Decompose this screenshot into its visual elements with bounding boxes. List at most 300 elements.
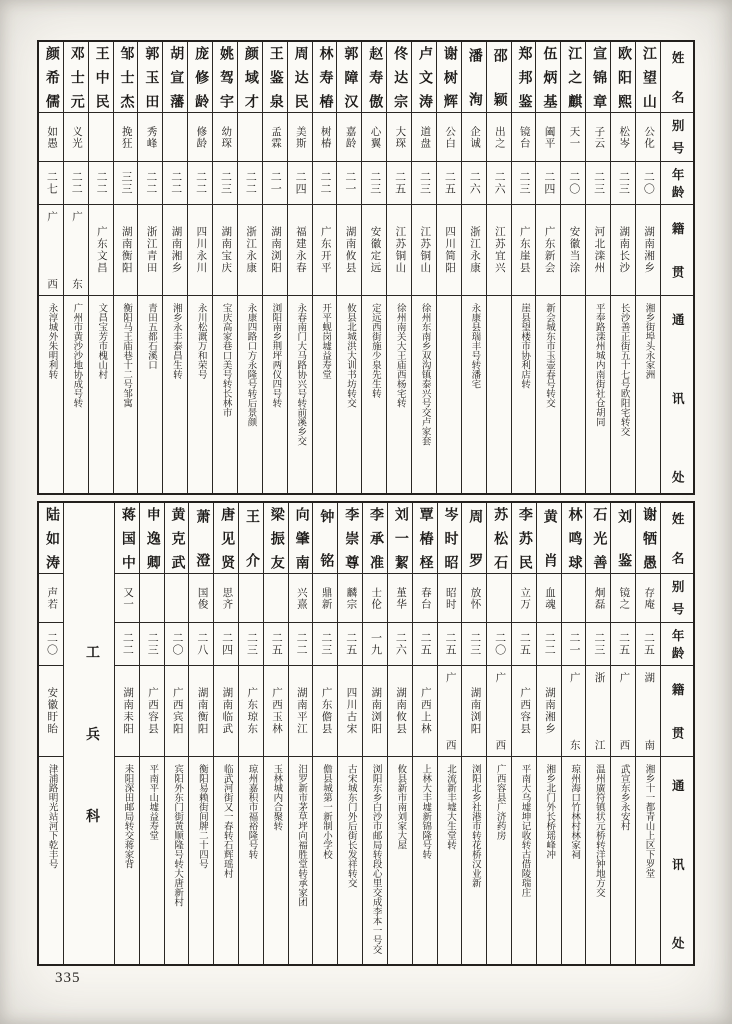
header-column (660, 503, 693, 964)
person-age: 二三 (313, 623, 337, 666)
person-age: 二〇 (636, 162, 660, 205)
person-age: 二三 (462, 623, 486, 666)
person-native-place: 广西上林 (413, 666, 437, 757)
person-name: 刘鉴 (611, 503, 635, 574)
person-age: 二五 (611, 623, 635, 666)
person-alias: 国俊 (189, 574, 213, 623)
person-address: 琼州嘉积市福裕隆号转 (246, 764, 257, 859)
person-alias (165, 574, 189, 623)
person-age: 二五 (438, 623, 462, 666)
header-address: 通讯处 (670, 313, 685, 483)
person-name: 郭玉田 (138, 42, 162, 113)
person-name: 黄肖 (537, 503, 561, 574)
person-column (412, 503, 437, 964)
person-alias: 镜之 (611, 574, 635, 623)
person-column (336, 42, 361, 493)
person-native-place: 湖南宝庆 (213, 205, 237, 296)
person-name: 谢牺愚 (636, 503, 660, 574)
person-name: 岑时昭 (438, 503, 462, 574)
person-alias: 兴熹 (289, 574, 313, 623)
person-column (337, 503, 362, 964)
person-column (262, 42, 287, 493)
person-address: 浏阳北乡社港市转花桥汉业新 (469, 764, 480, 888)
person-address: 平南大乌墟坤记收转古借陵瑞庄 (519, 764, 530, 897)
person-column (511, 42, 536, 493)
person-column (461, 42, 486, 493)
person-alias (487, 574, 511, 623)
person-address: 湘乡永丰泰昌生转 (170, 303, 181, 379)
person-native-place: 湖南 (636, 666, 660, 757)
person-column (39, 42, 63, 493)
person-native-place: 江苏宜兴 (487, 205, 511, 296)
person-age: 二五 (387, 162, 411, 205)
person-address: 上林大丰墟新锦隆号转 (420, 764, 431, 859)
person-native-place: 广东文昌 (89, 205, 113, 296)
person-age: 二二 (289, 623, 313, 666)
person-alias: 心翼 (362, 113, 386, 162)
person-name: 欧阳熙 (611, 42, 635, 113)
person-column (114, 503, 139, 964)
person-name: 刘一絜 (388, 503, 412, 574)
person-address: 玉林城内合聚转 (271, 764, 282, 831)
person-native-place: 湖南耒阳 (115, 666, 139, 757)
person-alias: 立万 (512, 574, 536, 623)
person-alias: 存庵 (636, 574, 660, 623)
person-address: 徐州南关大王庙西杨宅转 (394, 303, 405, 408)
person-address (561, 296, 585, 493)
header-address: 通讯处 (670, 779, 685, 949)
person-name: 邵颖 (487, 42, 511, 113)
person-column (63, 42, 88, 493)
person-name: 李承准 (363, 503, 387, 574)
person-native-place: 湖南攸县 (388, 666, 412, 757)
person-native-place: 广西宾阳 (165, 666, 189, 757)
person-age: 二五 (636, 623, 660, 666)
person-age: 二六 (487, 162, 511, 205)
person-alias (239, 574, 263, 623)
person-native-place: 广西 (487, 666, 511, 757)
person-alias: 阖平 (536, 113, 560, 162)
person-column (39, 503, 63, 964)
person-native-place: 湖南衡阳 (189, 666, 213, 757)
person-native-place: 湖南浏阳 (363, 666, 387, 757)
header-name: 姓名 (661, 42, 693, 113)
person-name: 伍炳基 (536, 42, 560, 113)
person-name: 黄克武 (165, 503, 189, 574)
person-alias: 出之 (487, 113, 511, 162)
person-alias: 天一 (561, 113, 585, 162)
person-column (387, 503, 412, 964)
person-age: 二七 (39, 162, 63, 205)
person-age: 二二 (188, 162, 212, 205)
person-address: 耒阳深田邮局转交蒋家背 (122, 764, 133, 869)
person-alias: 美斯 (288, 113, 312, 162)
person-name: 姚驾宇 (213, 42, 237, 113)
person-alias: 麟宗 (338, 574, 362, 623)
person-name: 胡宣藩 (163, 42, 187, 113)
section-divider-engineer-corps (63, 503, 114, 964)
person-address: 浏阳南乡荆坪两仪四号转 (270, 303, 281, 408)
person-name: 王介 (239, 503, 263, 574)
person-alias: 修龄 (188, 113, 212, 162)
person-name: 宣锦章 (586, 42, 610, 113)
person-native-place: 湖南长沙 (611, 205, 635, 296)
person-age: 二三 (586, 623, 610, 666)
person-alias: 孟霖 (263, 113, 287, 162)
page-number: 335 (55, 970, 81, 986)
person-native-place: 安徽盱眙 (39, 666, 63, 757)
person-age: 二二 (313, 162, 337, 205)
person-address: 琼州海口竹林村林家祠 (569, 764, 580, 859)
person-name: 庞修龄 (188, 42, 212, 113)
person-column (362, 503, 387, 964)
person-address: 古宋城东门外后街长发祥转交 (345, 764, 356, 888)
person-name: 蒋国中 (115, 503, 139, 574)
person-age: 二三 (362, 162, 386, 205)
person-native-place: 广西 (438, 666, 462, 757)
person-alias: 子云 (586, 113, 610, 162)
person-address: 永康县瑞丰号转潘宅 (469, 303, 480, 389)
person-age: 二二 (537, 623, 561, 666)
person-alias: 士伦 (363, 574, 387, 623)
person-name: 钟铭 (313, 503, 337, 574)
person-native-place: 福建永春 (288, 205, 312, 296)
person-alias (163, 113, 187, 162)
person-column (213, 503, 238, 964)
person-native-place: 湖南平江 (289, 666, 313, 757)
person-native-place: 江苏铜山 (412, 205, 436, 296)
person-column (361, 42, 386, 493)
person-age: 二二 (64, 162, 88, 205)
header-alias: 别号 (661, 113, 693, 162)
person-age: 二六 (388, 623, 412, 666)
person-age: 二五 (437, 162, 461, 205)
person-native-place: 广东琼东 (239, 666, 263, 757)
person-age: 一九 (363, 623, 387, 666)
person-column (287, 42, 312, 493)
person-age: 二三 (586, 162, 610, 205)
person-age: 二五 (264, 623, 288, 666)
person-name: 唐见贤 (214, 503, 238, 574)
person-alias: 公白 (437, 113, 461, 162)
person-native-place: 广东儋县 (313, 666, 337, 757)
person-age: 二〇 (487, 623, 511, 666)
person-age: 二〇 (39, 623, 63, 666)
person-age: 二三 (239, 623, 263, 666)
person-column (437, 503, 462, 964)
person-name: 王中民 (89, 42, 113, 113)
person-name: 向肇南 (289, 503, 313, 574)
person-name: 赵寿傲 (362, 42, 386, 113)
person-native-place: 广西 (611, 666, 635, 757)
person-address: 湘乡街埠头永家洲 (643, 303, 654, 379)
person-age: 二六 (462, 162, 486, 205)
person-age: 二三 (213, 162, 237, 205)
person-name: 邓士元 (64, 42, 88, 113)
person-native-place: 安徽定远 (362, 205, 386, 296)
person-column (486, 42, 511, 493)
person-age: 二一 (562, 623, 586, 666)
person-column (312, 42, 337, 493)
person-native-place: 四川简阳 (437, 205, 461, 296)
person-native-place: 湖南湘乡 (636, 205, 660, 296)
person-name: 萧澄 (189, 503, 213, 574)
person-address: 临武河街又一春转石辉瑶村 (221, 764, 232, 878)
person-address: 平奉路滦州城内南街社仓胡同 (593, 303, 604, 427)
header-native-place: 籍贯 (661, 205, 693, 296)
person-address: 长沙善正街五十七号欧阳宅转交 (618, 303, 629, 436)
person-native-place: 湖南攸县 (337, 205, 361, 296)
person-age: 二四 (214, 623, 238, 666)
person-name: 李崇尊 (338, 503, 362, 574)
person-address: 新会城东市玉壶春号转交 (543, 303, 554, 408)
person-column (610, 503, 635, 964)
person-native-place: 河北滦州 (586, 205, 610, 296)
person-name: 郑邦鉴 (512, 42, 536, 113)
person-address: 徐州东南乡双沟镇泰兴号交卢家套 (419, 303, 430, 446)
person-alias (562, 574, 586, 623)
person-column (113, 42, 138, 493)
person-alias: 思齐 (214, 574, 238, 623)
person-age: 二三 (611, 162, 635, 205)
person-address: 武宣东乡永安村 (618, 764, 629, 831)
person-column (536, 503, 561, 964)
person-alias: 秀峰 (138, 113, 162, 162)
person-column (263, 503, 288, 964)
person-age: 二二 (138, 162, 162, 205)
person-address (487, 296, 511, 493)
person-alias: 堇华 (388, 574, 412, 623)
person-address: 衡阳马王庙巷十二号邹寓 (121, 303, 132, 408)
person-age: 二一 (263, 162, 287, 205)
person-age: 二四 (288, 162, 312, 205)
person-native-place: 广东开平 (313, 205, 337, 296)
person-address: 湘乡十一都青山上区下罗堂 (643, 764, 654, 878)
person-alias: 公化 (636, 113, 660, 162)
person-name: 邹士杰 (114, 42, 138, 113)
person-address: 北流新丰墟大生堂转 (445, 764, 456, 850)
person-column (635, 42, 660, 493)
person-alias: 松岑 (611, 113, 635, 162)
person-name: 林寿椿 (313, 42, 337, 113)
person-alias: 鼎新 (313, 574, 337, 623)
person-column (139, 503, 164, 964)
person-address: 温州廣符镇状元桥转洋钟地方交 (593, 764, 604, 897)
person-address: 永康四路口方永隆号转后景颜 (245, 303, 256, 427)
person-address: 广西容县广济药房 (494, 764, 505, 840)
person-native-place: 广东崖县 (512, 205, 536, 296)
person-age: 二一 (337, 162, 361, 205)
person-alias: 挽狂 (114, 113, 138, 162)
person-address: 儋县城第一新制小学校 (320, 764, 331, 859)
person-age: 二三 (140, 623, 164, 666)
header-native-place: 籍贯 (661, 666, 693, 757)
person-alias: 嘉龄 (337, 113, 361, 162)
person-name: 颜希儒 (39, 42, 63, 113)
person-native-place: 广东 (562, 666, 586, 757)
person-age: 二二 (89, 162, 113, 205)
person-alias: 又一 (115, 574, 139, 623)
person-column (585, 42, 610, 493)
person-name: 周达民 (288, 42, 312, 113)
header-alias: 别号 (661, 574, 693, 623)
person-column (585, 503, 610, 964)
person-native-place: 湖南湘乡 (537, 666, 561, 757)
person-alias (264, 574, 288, 623)
person-name: 潘洵 (462, 42, 486, 113)
person-address (437, 296, 461, 493)
person-column (461, 503, 486, 964)
person-alias: 大琛 (387, 113, 411, 162)
person-column (610, 42, 635, 493)
person-column (212, 42, 237, 493)
person-address: 永春南门大马路协兴号转前溪乡交 (295, 303, 306, 446)
person-native-place: 广东新会 (536, 205, 560, 296)
person-age: 二〇 (165, 623, 189, 666)
person-native-place: 安徽当涂 (561, 205, 585, 296)
person-column (635, 503, 660, 964)
person-alias: 昭时 (438, 574, 462, 623)
header-name: 姓名 (661, 503, 693, 574)
person-address: 广州市黄沙沙地协成号转 (71, 303, 82, 408)
person-native-place: 广西容县 (140, 666, 164, 757)
person-alias: 声若 (39, 574, 63, 623)
person-alias: 幼琛 (213, 113, 237, 162)
person-column (535, 42, 560, 493)
person-address: 衡阳易赖街间牌二十四号 (196, 764, 207, 869)
person-address: 汨罗新市茅草坪向福胜堂转承家团 (296, 764, 307, 907)
person-name: 江之麒 (561, 42, 585, 113)
person-name: 林鸣球 (562, 503, 586, 574)
roster-table-bottom (37, 501, 695, 966)
person-address: 青田五都石溪口 (145, 303, 156, 370)
person-age: 二三 (412, 162, 436, 205)
person-alias (89, 113, 113, 162)
person-address: 定远西街施少泉先生转 (369, 303, 380, 398)
person-alias: 春台 (413, 574, 437, 623)
person-address: 宾阳外东门街黄顺隆号转大唐新村 (172, 764, 183, 907)
person-column (88, 42, 113, 493)
person-name: 颜域才 (238, 42, 262, 113)
person-name: 苏松石 (487, 503, 511, 574)
person-native-place: 江苏铜山 (387, 205, 411, 296)
person-address: 永淳城外朱明利转 (46, 303, 57, 379)
person-age: 二二 (115, 623, 139, 666)
person-address: 宝庆高家巷口美号转长林市 (220, 303, 231, 417)
person-age: 二五 (512, 623, 536, 666)
person-name: 周罗 (462, 503, 486, 574)
header-age: 年龄 (661, 162, 693, 205)
person-native-place: 湖南湘乡 (163, 205, 187, 296)
person-alias (140, 574, 164, 623)
person-address: 津浦路明光站河下乾丰号 (46, 764, 57, 869)
person-alias: 企诚 (462, 113, 486, 162)
person-age: 二八 (189, 623, 213, 666)
person-name: 郭障汉 (337, 42, 361, 113)
person-column (411, 42, 436, 493)
person-column (511, 503, 536, 964)
person-age: 二二 (238, 162, 262, 205)
person-address: 攸县新市南刘家大屋 (395, 764, 406, 850)
person-name: 申逸卿 (140, 503, 164, 574)
person-column (137, 42, 162, 493)
person-native-place: 广东 (64, 205, 88, 296)
person-native-place: 四川古宋 (338, 666, 362, 757)
person-address: 崖县望楼市协利店转 (519, 303, 530, 389)
person-name: 卢文涛 (412, 42, 436, 113)
person-native-place: 湖南临武 (214, 666, 238, 757)
person-alias (238, 113, 262, 162)
person-address: 文昌宝芳市槐山村 (96, 303, 107, 379)
header-age: 年龄 (661, 623, 693, 666)
person-column (237, 42, 262, 493)
person-native-place: 湖南浏阳 (462, 666, 486, 757)
person-name: 王鉴泉 (263, 42, 287, 113)
person-name: 李苏民 (512, 503, 536, 574)
person-name: 石光善 (586, 503, 610, 574)
person-address: 开平蚬岗墟益寿堂 (320, 303, 331, 379)
person-age: 二四 (536, 162, 560, 205)
person-age: 二五 (338, 623, 362, 666)
person-column (238, 503, 263, 964)
person-column (188, 503, 213, 964)
person-alias: 放怀 (462, 574, 486, 623)
person-column (162, 42, 187, 493)
roster-table-top (37, 40, 695, 495)
person-name: 陆如涛 (39, 503, 63, 574)
person-alias: 树椿 (313, 113, 337, 162)
person-address: 浏阳东乡白沙市邮局转段心里交成李本一号交 (370, 764, 381, 954)
person-address: 平南平山墟益寿堂 (147, 764, 158, 840)
person-address: 攸县北城洪大训书坊转交 (344, 303, 355, 408)
person-alias: 炯磊 (586, 574, 610, 623)
person-native-place: 浙江 (586, 666, 610, 757)
person-name: 梁振友 (264, 503, 288, 574)
person-alias: 血魂 (537, 574, 561, 623)
person-age: 二三 (512, 162, 536, 205)
person-name: 佟达宗 (387, 42, 411, 113)
person-native-place: 湖南浏阳 (263, 205, 287, 296)
person-native-place: 湖南衡阳 (114, 205, 138, 296)
person-age: 二〇 (561, 162, 585, 205)
person-alias: 镜台 (512, 113, 536, 162)
person-native-place: 浙江永康 (238, 205, 262, 296)
person-native-place: 四川永川 (188, 205, 212, 296)
header-column (660, 42, 693, 493)
person-native-place: 浙江永康 (462, 205, 486, 296)
person-native-place: 浙江青田 (138, 205, 162, 296)
person-age: 二五 (413, 623, 437, 666)
person-column (560, 42, 585, 493)
person-native-place: 广西玉林 (264, 666, 288, 757)
person-age: 三三 (114, 162, 138, 205)
person-column (561, 503, 586, 964)
person-address: 湘乡北门外长桥瑶峰冲 (544, 764, 555, 859)
person-column (312, 503, 337, 964)
person-age: 二二 (163, 162, 187, 205)
person-name: 江望山 (636, 42, 660, 113)
person-alias: 道盘 (412, 113, 436, 162)
section-divider-label: 工 兵 科 (85, 645, 100, 825)
person-address: 永川松溉万和荣号 (195, 303, 206, 379)
person-column (436, 42, 461, 493)
person-column (486, 503, 511, 964)
person-native-place: 广西容县 (512, 666, 536, 757)
person-column (164, 503, 189, 964)
person-column (288, 503, 313, 964)
person-column (386, 42, 411, 493)
person-native-place: 广西 (39, 205, 63, 296)
